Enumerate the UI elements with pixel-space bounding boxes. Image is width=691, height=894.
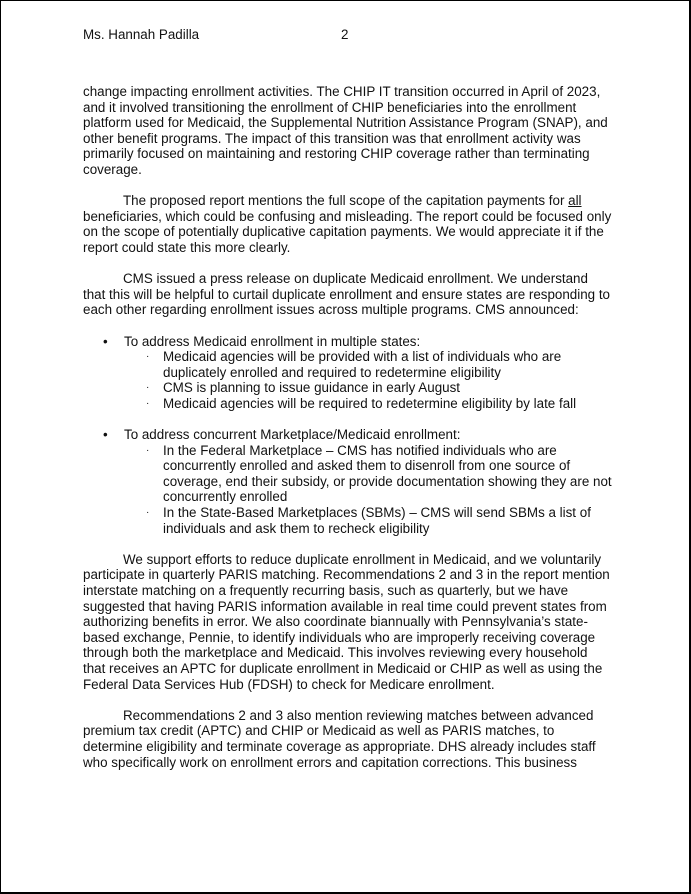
sub-list-item: [146, 442, 613, 505]
sub-list-item-text: Medicaid agencies will be required to redetermine eligibility by late fall: [163, 395, 577, 411]
sub-bullet-icon: ·: [146, 382, 150, 394]
underlined-all: all: [568, 193, 582, 209]
bullet-icon: •: [103, 333, 108, 349]
paragraph-chip-transition: change impacting enrollment activities. The CHIP IT transition occurred in April of 2023, and it involved transitioning the enrollment of CHIP beneficiaries into the enrollment platform used for Medicaid, the Supplemental Nutrition Assistance Program (SNAP), and other benefit programs. The impact of this transition was that enrollment activity was primarily focused on maintaining and restoring CHIP coverage rather than terminating coverage.: [83, 84, 608, 177]
sub-bullet-icon: ·: [146, 351, 150, 363]
sub-bullet-icon: ·: [146, 397, 150, 409]
sub-list-item-text: Medicaid agencies will be provided with a list of individuals who are duplicately enrolled and required to redetermine eligibility: [163, 349, 562, 380]
sub-list: [146, 442, 613, 537]
list-item: [83, 427, 613, 536]
sub-bullet-icon: ·: [146, 507, 150, 519]
list-item-text: To address Medicaid enrollment in multiple states:: [124, 333, 421, 349]
sub-list: [146, 349, 613, 411]
sub-list-item-text: In the Federal Marketplace – CMS has notified individuals who are concurrently enrolled and asked them to disenroll from one source of coverage, end their subsidy, or provide documentation showing they are not concurrently enrolled: [163, 442, 612, 505]
paragraph-recommendations: Recommendations 2 and 3 also mention reviewing matches between advanced premium tax credit (APTC) and CHIP or Medicaid as well as PARIS matches, to determine eligibility and terminate coverage as appropriate. DHS already includes staff who specifically work on enrollment errors and capitation corrections. This business: [83, 707, 596, 770]
page-number: 2: [341, 27, 349, 42]
paragraph-paris-matching: We support efforts to reduce duplicate enrollment in Medicaid, and we voluntarily participate in quarterly PARIS matching. Recommendations 2 and 3 in the report mention interstate matching on a frequently recurring basis, such as quarterly, but we have suggested that having PARIS information available in real time could prevent states from authorizing benefits in error. We also coordinate biannually with Pennsylvania’s state-based exchange, Pennie, to identify individuals who are improperly receiving coverage through both the marketplace and Medicaid. This involves reviewing every household that receives an APTC for duplicate enrollment in Medicaid or CHIP as well as using the Federal Data Services Hub (FDSH) to check for Medicare enrollment.: [83, 551, 610, 692]
p2-text-after: beneficiaries, which could be confusing and misleading. The report could be focused only on the scope of potentially duplicative capitation payments. We would appreciate it if the report could state this more clearly.: [83, 208, 612, 255]
list-item-text: To address concurrent Marketplace/Medicaid enrollment:: [124, 427, 461, 443]
sub-list-item: [146, 349, 613, 380]
sub-list-item-text: CMS is planning to issue guidance in early August: [163, 380, 460, 396]
list-item: [83, 334, 613, 412]
paragraph-cms-press-release: CMS issued a press release on duplicate Medicaid enrollment. We understand that this will be helpful to curtail duplicate enrollment and ensure states are responding to each other regarding enrollment issues across multiple programs. CMS announced:: [83, 271, 611, 318]
sub-list-item: [146, 395, 613, 412]
sub-list-item: [146, 505, 613, 536]
paragraph-capitation-scope: [83, 193, 613, 255]
cms-announcement-list: [83, 334, 613, 537]
p2-text-before: The proposed report mentions the full scope of the capitation payments for: [123, 193, 569, 209]
bullet-icon: •: [103, 427, 108, 443]
sub-bullet-icon: ·: [146, 444, 150, 456]
sub-list-item-text: In the State-Based Marketplaces (SBMs) – CMS will send SBMs a list of individuals and ask them to recheck eligibility: [163, 505, 591, 536]
letter-body: [83, 84, 613, 786]
recipient-name: Ms. Hannah Padilla: [83, 27, 200, 42]
sub-list-item: [146, 380, 613, 396]
